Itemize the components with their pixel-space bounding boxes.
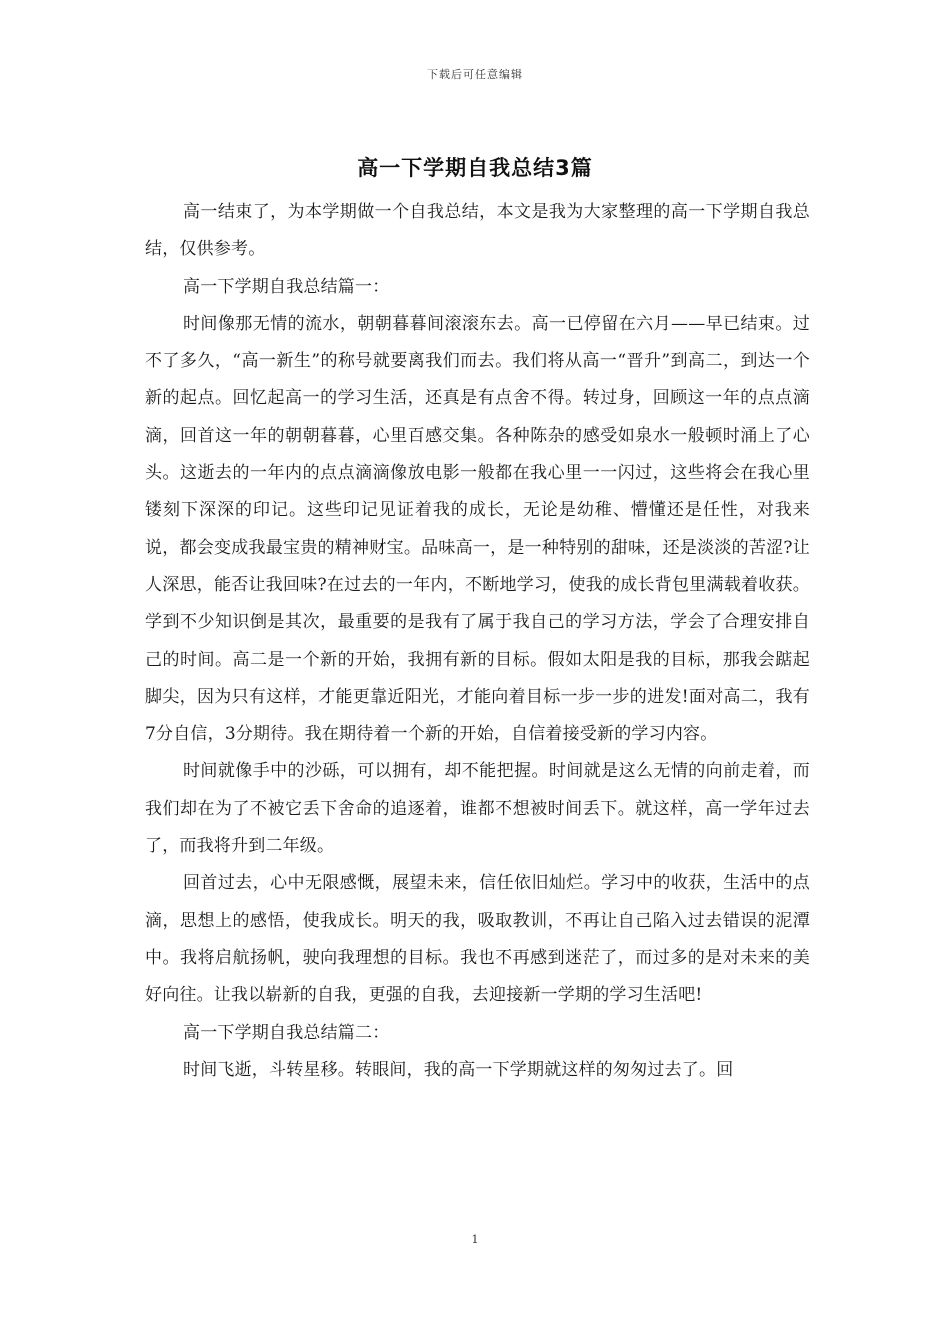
section-heading-one: 高一下学期自我总结篇一： — [183, 276, 390, 297]
intro-paragraph: 高一结束了，为本学期做一个自我总结，本文是我为大家整理的高一下学期自我总结，仅供参考。 — [145, 202, 810, 260]
body-paragraph: 时间就像手中的沙砾，可以拥有，却不能把握。时间就是这么无情的向前走着，而我们却在为了不被它丢下舍命的追逐着，谁都不想被时间丢下。就这样，高一学年过去了，而我将升到二年级。 — [145, 761, 810, 857]
page-number: 1 — [471, 1233, 479, 1246]
body-paragraph: 时间像那无情的流水，朝朝暮暮间滚滚东去。高一已停留在六月——早已结束。过不了多久，“高一新生”的称号就要离我们而去。我们将从高一“晋升”到高二，到达一个新的起点。回忆起高一的学习生活，还真是有点舍不得。转过身，回顾这一年的点点滴滴，回首这一年的朝朝暮暮，心里百感交集。各种陈杂的感受如泉水一般顿时涌上了心头。这逝去的一年内的点点滴滴像放电影一般都在我心里一一闪过，这些将会在我心里镂刻下深深的印记。这些印记见证着我的成长，无论是幼稚、懵懂还是任性，对我来说，都会变成我最宝贵的精神财宝。品味高一，是一种特别的甜味，还是淡淡的苦涩?让人深思，能否让我回味?在过去的一年内，不断地学习，使我的成长背包里满载着收获。学到不少知识倒是其次，最重要的是我有了属于我自己的学习方法，学会了合理安排自己的时间。高二是一个新的开始，我拥有新的目标。假如太阳是我的目标，那我会踮起脚尖，因为只有这样，才能更靠近阳光，才能向着目标一步一步的进发!面对高二，我有7分自信，3分期待。我在期待着一个新的开始，自信着接受新的学习内容。 — [145, 313, 810, 745]
section-heading-two: 高一下学期自我总结篇二： — [183, 1022, 390, 1043]
document-title: 高一下学期自我总结3篇 — [357, 156, 593, 180]
body-paragraph: 时间飞逝，斗转星移。转眼间，我的高一下学期就这样的匆匆过去了。回 — [183, 1059, 734, 1080]
header-note: 下载后可任意编辑 — [427, 68, 523, 81]
document-body — [145, 194, 810, 1089]
body-paragraph: 回首过去，心中无限感慨，展望未来，信任依旧灿烂。学习中的收获，生活中的点滴，思想上的感悟，使我成长。明天的我，吸取教训，不再让自己陷入过去错误的泥潭中。我将启航扬帆，驶向我理想的目标。我也不再感到迷茫了，而过多的是对未来的美好向往。让我以崭新的自我，更强的自我，去迎接新一学期的学习生活吧! — [145, 873, 810, 1006]
